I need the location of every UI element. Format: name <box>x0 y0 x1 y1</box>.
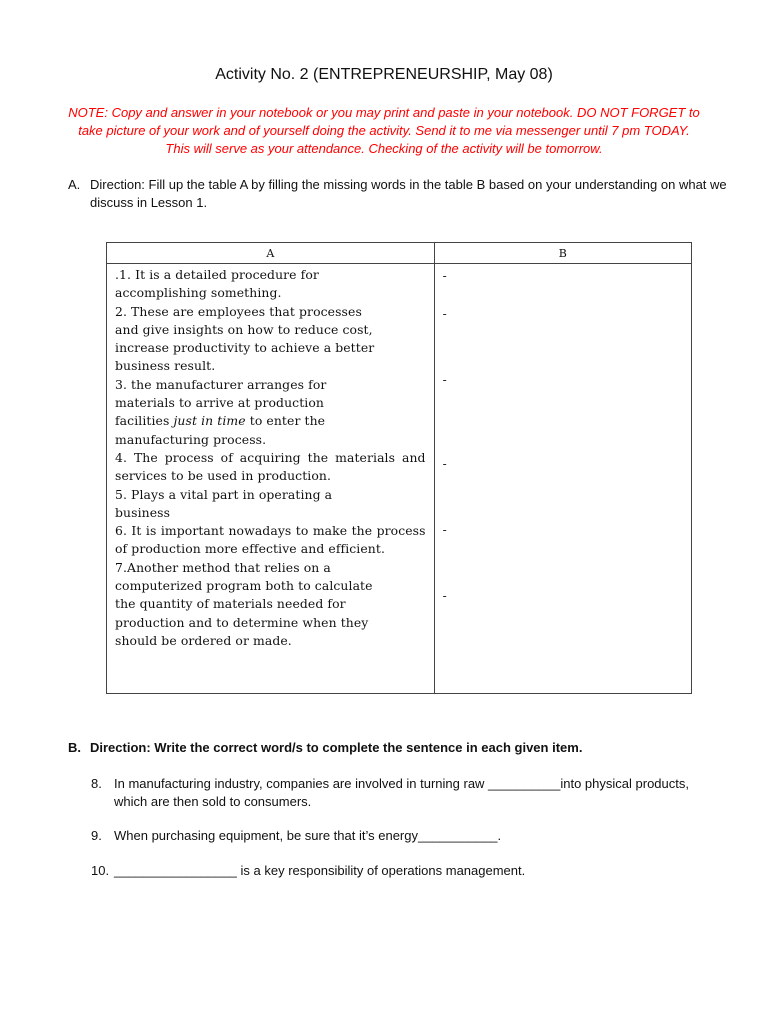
answer-blank-1[interactable]: - <box>442 269 447 283</box>
answer-blank-3[interactable]: - <box>442 373 447 387</box>
table-header-row <box>107 243 692 264</box>
answer-blank-6[interactable]: - <box>442 589 447 603</box>
item-2: 2. These are employees that processes and give insights on how to reduce cost, increase productivity to achieve a better business result. <box>115 303 375 374</box>
page-title: Activity No. 2 (ENTREPRENEURSHIP, May 08) <box>215 66 553 83</box>
item-3-part-2: to enter the manufacturing process. <box>115 413 326 447</box>
table-header-b: B <box>434 243 691 264</box>
item-1: .1. It is a detailed procedure for accomplishing something. <box>115 267 319 301</box>
question-9-text[interactable]: When purchasing equipment, be sure that it’s energy___________. <box>114 828 502 843</box>
item-5: 5. Plays a vital part in operating a business <box>115 486 333 520</box>
note-block <box>40 104 728 158</box>
item-4: 4. The process of acquiring the materials and services to be used in production. <box>115 449 426 484</box>
item-7: 7.Another method that relies on a computerized program both to calculate the quantity of materials needed for production and to determine when they should be ordered or made. <box>115 559 373 648</box>
note-line-2: take picture of your work and of yourself doing the activity. Send it to me via messenger until 7 pm TODAY. <box>78 123 690 138</box>
answer-blank-4[interactable]: - <box>442 457 447 471</box>
note-line-1: NOTE: Copy and answer in your notebook or you may print and paste in your notebook. DO NOT FORGET to <box>68 105 700 120</box>
question-8-text[interactable]: In manufacturing industry, companies are involved in turning raw __________into physical products, which are then sold to consumers. <box>114 776 689 809</box>
note-line-3: This will serve as your attendance. Checking of the activity will be tomorrow. <box>165 141 603 156</box>
column-a-cell <box>107 264 435 694</box>
section-a-label: A. <box>68 177 81 192</box>
section-b-label: B. <box>68 740 81 755</box>
answer-blank-5[interactable]: - <box>442 523 447 537</box>
section-b-text: Direction: Write the correct word/s to complete the sentence in each given item. <box>90 740 583 755</box>
item-3-part-1: 3. the manufacturer arranges for materials to arrive at production facilities <box>115 376 327 429</box>
table-header-a: A <box>107 243 435 264</box>
section-a-text: Direction: Fill up the table A by filling the missing words in the table B based on your understanding on what we discuss in Lesson 1. <box>90 177 727 210</box>
question-9-number: 9. <box>91 828 102 843</box>
column-b-cell[interactable] <box>434 264 691 694</box>
item-3 <box>115 376 426 449</box>
question-10-number: 10. <box>91 863 110 878</box>
item-6: 6. It is important nowadays to make the process of production more effective and efficient. <box>115 523 426 557</box>
table-row <box>107 264 692 694</box>
answer-table <box>106 242 692 694</box>
answer-blank-2[interactable]: - <box>442 307 447 321</box>
item-3-italic: just in time <box>173 413 246 429</box>
question-8-number: 8. <box>91 776 102 791</box>
question-10-text[interactable]: _________________ is a key responsibility of operations management. <box>114 863 526 878</box>
